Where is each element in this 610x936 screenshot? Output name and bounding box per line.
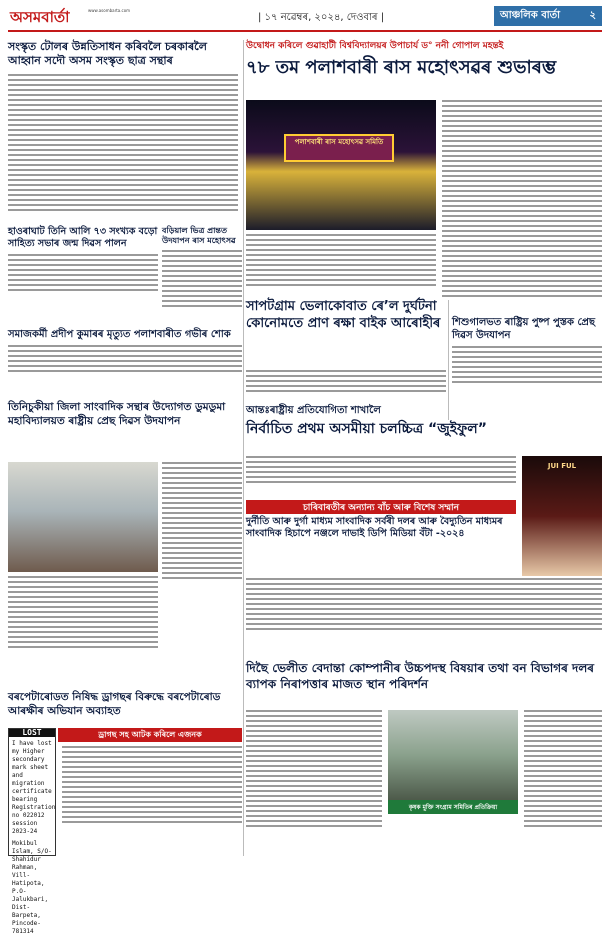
story-headline: বড়িয়াল ভিত্ৰ প্ৰান্তত উদযাপন ৰাস মহোৎসৱ xyxy=(162,226,236,245)
story-headline: তিনিচুকীয়া জিলা সাংবাদিক সন্থাৰ উদ্যোগত ডুমডুমা মহাবিদ্যালয়ত ৰাষ্ট্ৰীয় প্ৰেছ দিৱস উদযাপন xyxy=(8,401,226,427)
story-headline: সমাজকৰ্মী প্ৰদীপ কুমাৰৰ মৃত্যুত পলাশবাৰীত গভীৰ শোক xyxy=(8,329,231,340)
lead-headline: ৭৮ তম পলাশবাৰী ৰাস মহোৎসৱৰ শুভাৰম্ভ xyxy=(246,57,557,78)
stage-banner: পলাশবাৰী ৰাস মহোৎসৱ সমিতি xyxy=(284,134,394,162)
story-headline: দিছৈ ভেলীত বেদান্তা কোম্পানীৰ উচ্চপদস্থ বিষয়াৰ তথা বন বিভাগৰ দলৰ ব্যাপক নিৰাপত্তাৰ মাজত স্থান পৰিদৰ্শন xyxy=(246,661,595,691)
story-boriyal xyxy=(162,226,242,326)
dateline: | ১৭ নৱেম্বৰ, ২০২৪, দেওবাৰ | xyxy=(258,12,385,23)
story-lead xyxy=(246,40,602,96)
vedanta-body xyxy=(246,710,382,856)
lead-kicker: উদ্বোধন কৰিলে গুৱাহাটী বিশ্ববিদ্যালয়ৰ উপাচাৰ্য ড° ননী গোপাল মহন্তই xyxy=(246,41,504,51)
juiful-body xyxy=(246,456,516,496)
column-rule xyxy=(448,300,449,420)
story-juiful xyxy=(246,404,602,454)
stage-photo xyxy=(246,100,436,230)
story-headline: দুৰ্নীতি আৰু দুৰ্গা মাধ্যম সাংবাদিক সৰ্বৰী দলৰ আৰু বৈদ্যুতিন মাধ্যমৰ সাংবাদিক হিচাপে নঞ্জলে দাভাই ডিপি মিডিয়া বঁটা -২০২৪ xyxy=(246,516,503,539)
story-howraghat xyxy=(8,226,158,321)
story-headline: সংস্কৃত টোলৰ উন্নতিসাধন কৰিবলৈ চৰকাৰলৈ আহ্বান সদৌ অসম সংস্কৃত ছাত্ৰ সন্থাৰ xyxy=(8,40,207,67)
section-label: আঞ্চলিক বাৰ্তা xyxy=(500,9,561,21)
story-headline: সাপটগ্ৰাম ভেলাকোবাত ৰে’ল দুৰ্ঘটনা কোনোমতে প্ৰাণ ৰক্ষা বাইক আৰোহীৰ xyxy=(246,299,441,331)
dhubri-body xyxy=(246,578,602,658)
story-tinsukia xyxy=(8,400,242,460)
lost-title: LOST xyxy=(9,729,55,737)
logo-subtext: www.asombarta.com xyxy=(88,8,131,13)
vedanta-body-right xyxy=(524,710,602,856)
page-number: ২ xyxy=(589,9,596,21)
story-dhubri xyxy=(246,516,516,576)
juiful-kicker: আন্তঃৰাষ্ট্ৰীয় প্ৰতিযোগিতা শাখালৈ xyxy=(246,405,381,416)
story-headline: বৰপেটাৰোডত নিষিদ্ধ ড্ৰাগছৰ বিৰুদ্ধে বৰপেটাৰোড আৰক্ষীৰ অভিযান অব্যাহত xyxy=(8,691,221,717)
lost-name: Mokibul Islam, S/O-Shahidur Rahman, Vill-Hatipota, P.O-Jalukbari, Dist-Barpeta, Pincode-781314 xyxy=(12,840,52,935)
story-vedanta xyxy=(246,660,602,704)
newspaper-logo: অসমবাৰ্তা xyxy=(10,8,70,26)
section-badge xyxy=(494,6,602,26)
tinsukia-body xyxy=(162,462,242,662)
lead-body-under xyxy=(246,234,436,294)
dhubri-banner: চাৰিবাৰতীৰ অন্যান্য বাঁচ আৰু বিশেষ সম্মান xyxy=(246,500,516,514)
story-headline: হাওৰাঘাট তিনি আলি ৭৩ সংখ্যক বড়ো সাহিত্য সভাৰ জন্ম দিৱস পালন xyxy=(8,226,158,249)
group-photo xyxy=(388,710,518,800)
masthead xyxy=(8,4,602,32)
story-barpeta xyxy=(8,690,242,726)
story-body xyxy=(8,74,238,211)
column-rule xyxy=(243,40,244,856)
lead-body-right xyxy=(442,100,602,310)
barpeta-kicker: ড্ৰাগছ সহ আটক কৰিলে এজনক xyxy=(58,728,242,742)
juiful-poster xyxy=(522,456,602,576)
lost-body: I have lost my Higher secondary mark sheet and migration certificate bearing Registration no 022012 session 2023-24 xyxy=(12,740,56,835)
photo-caption: কৃষক মুক্তি সংগ্ৰাম সমিতিৰ প্ৰতিক্ৰিয়া xyxy=(388,800,518,814)
story-samajkarmi xyxy=(8,328,242,398)
sapgram-body xyxy=(246,370,446,400)
poster-title: JUI FUL xyxy=(547,462,577,470)
juiful-headline: নিৰ্বাচিত প্ৰথম অসমীয়া চলচ্চিত্ৰ “জুইফুল” xyxy=(246,421,487,437)
story-sanskrit xyxy=(8,40,238,220)
meeting-photo xyxy=(8,462,158,572)
tinsukia-body-2 xyxy=(8,576,158,686)
lost-notice xyxy=(8,728,56,935)
barpeta-body xyxy=(62,746,242,856)
story-headline: শিশুগালভত ৰাষ্ট্ৰিয় পুষ্প পুস্তক প্ৰেছ দিৱস উদযাপন xyxy=(452,317,596,341)
